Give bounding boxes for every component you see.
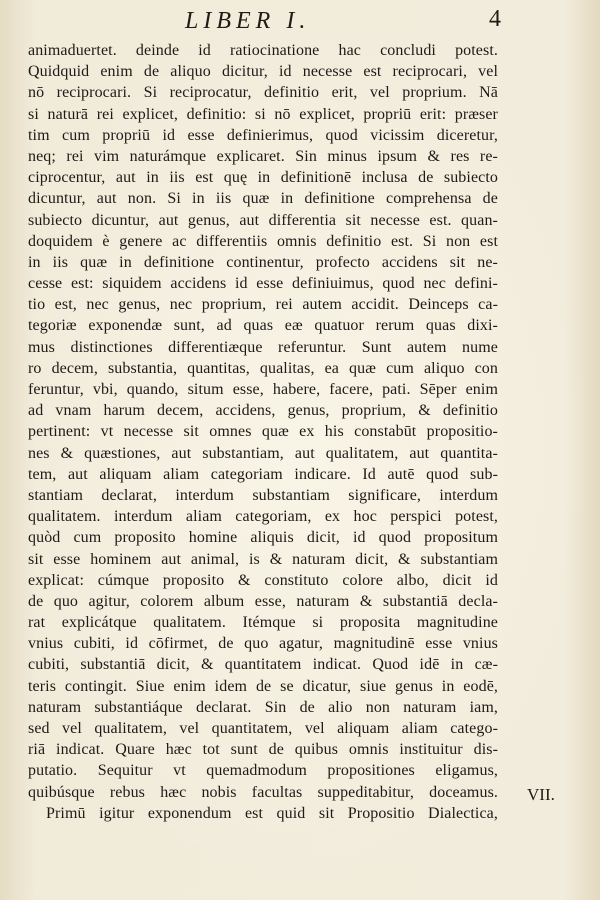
text-line: Primū igitur exponendum est quid sit Propositio Dialectica,	[46, 804, 498, 822]
text-line: vnius cubiti, id cōfirmet, de quo agatur, magnitudinē esse vnius	[28, 635, 498, 653]
text-line: explicat: cúmque proposito & constituto colore albo, dicit id	[28, 571, 498, 589]
text-line: tegoriæ exponendæ sunt, ad quas eæ quatuor rerum quas dixi-	[28, 317, 498, 335]
text-line: dicuntur, aut non. Si in iis quæ in definitione comprehensa de	[28, 190, 498, 208]
text-line: riā indicat. Quare hæc tot sunt de quibus omnis instituitur dis-	[28, 741, 498, 759]
text-line: Quidquid enim de aliquo dicitur, id necesse est reciprocari, vel	[28, 63, 498, 81]
text-line: ro decem, substantia, quantitas, qualitas, ea quæ cum aliquo con	[28, 359, 498, 377]
text-line: si naturā rei explicet, definitio: si nō explicet, propriū erit: præser	[28, 105, 498, 123]
text-line: putatio. Sequitur vt quemadmodum propositiones eligamus,	[28, 762, 498, 780]
text-line: in iis quæ in definitione continentur, profecto accidens sit ne-	[28, 253, 498, 271]
text-line: sed vel qualitatem, vel quantitatem, vel aliquam aliam catego-	[28, 720, 498, 737]
text-line: tio est, nec genus, nec proprium, rei autem accidit. Deinceps ca-	[28, 296, 498, 314]
text-line: nō reciprocari. Si reciprocatur, definitio erit, vel proprium. Nā	[28, 84, 498, 102]
text-line: doquidem è genere ac differentiis omnis definitio est. Si non est	[28, 232, 498, 250]
text-line: ad vnam harum decem, accidens, genus, proprium, & definitio	[28, 402, 498, 420]
running-head: LIBER I.	[185, 8, 311, 34]
text-line: subiecto dicuntur, aut genus, aut differentia sit necesse est. quan-	[28, 211, 498, 229]
text-line: rat explicátque qualitatem. Itémque si proposita magnitudine	[28, 614, 498, 632]
page-number: 4	[489, 6, 501, 32]
text-line: de quo agitur, colorem album esse, naturam & substantiā decla-	[28, 592, 498, 610]
text-line: tim cum propriū id esse definierimus, quod vicissim diceretur,	[28, 126, 498, 144]
text-line: stantiam declarat, interdum substantiam significare, interdum	[28, 486, 498, 504]
body-text	[28, 40, 498, 824]
text-line: cesse est: siquidem accidens id esse definiuimus, quod nec defini-	[28, 275, 498, 293]
text-line: quòd cum proposito homine aliquis dicit, id quod propositum	[28, 529, 498, 547]
text-line: naturam substantiáque declarat. Sin de alio non naturam iam,	[28, 698, 498, 716]
margin-section-number: VII.	[527, 785, 555, 804]
text-line: qualitatem. interdum aliam categoriam, ex hoc perspici potest,	[28, 508, 498, 526]
text-line: ciprocentur, aut in iis est quę in definitionē inclusa de subiecto	[28, 169, 498, 187]
text-line: sit esse hominem aut animal, is & naturam dicit, & substantiam	[28, 550, 498, 568]
text-line: cubiti, substantiā dicit, & quantitatem indicat. Quod idē in cæ-	[28, 656, 498, 674]
text-line: feruntur, vbi, quando, situm esse, habere, facere, pati. Sēper enim	[28, 381, 498, 398]
text-line: nes & quæstiones, aut substantiam, aut qualitatem, aut quantita-	[28, 444, 498, 462]
text-line: quibúsque rebus hæc nobis facultas suppeditabitur, doceamus.	[28, 783, 498, 801]
text-line: neq; rei vim naturámque explicaret. Sin minus ipsum & res re-	[28, 147, 498, 165]
text-line: teris contingit. Siue enim idem de se dicatur, siue genus in eodē,	[28, 677, 498, 695]
text-line: animaduertet. deinde id ratiocinatione hac concludi potest.	[28, 42, 498, 59]
text-line: mus distinctiones differentiæque referuntur. Sunt autem nume	[28, 338, 498, 356]
text-line: tem, aut aliquam aliam categoriam indicare. Id autē quod sub-	[28, 465, 498, 483]
text-line: pertinent: vt necesse sit omnes quæ ex his constabūt propositio-	[28, 423, 498, 441]
